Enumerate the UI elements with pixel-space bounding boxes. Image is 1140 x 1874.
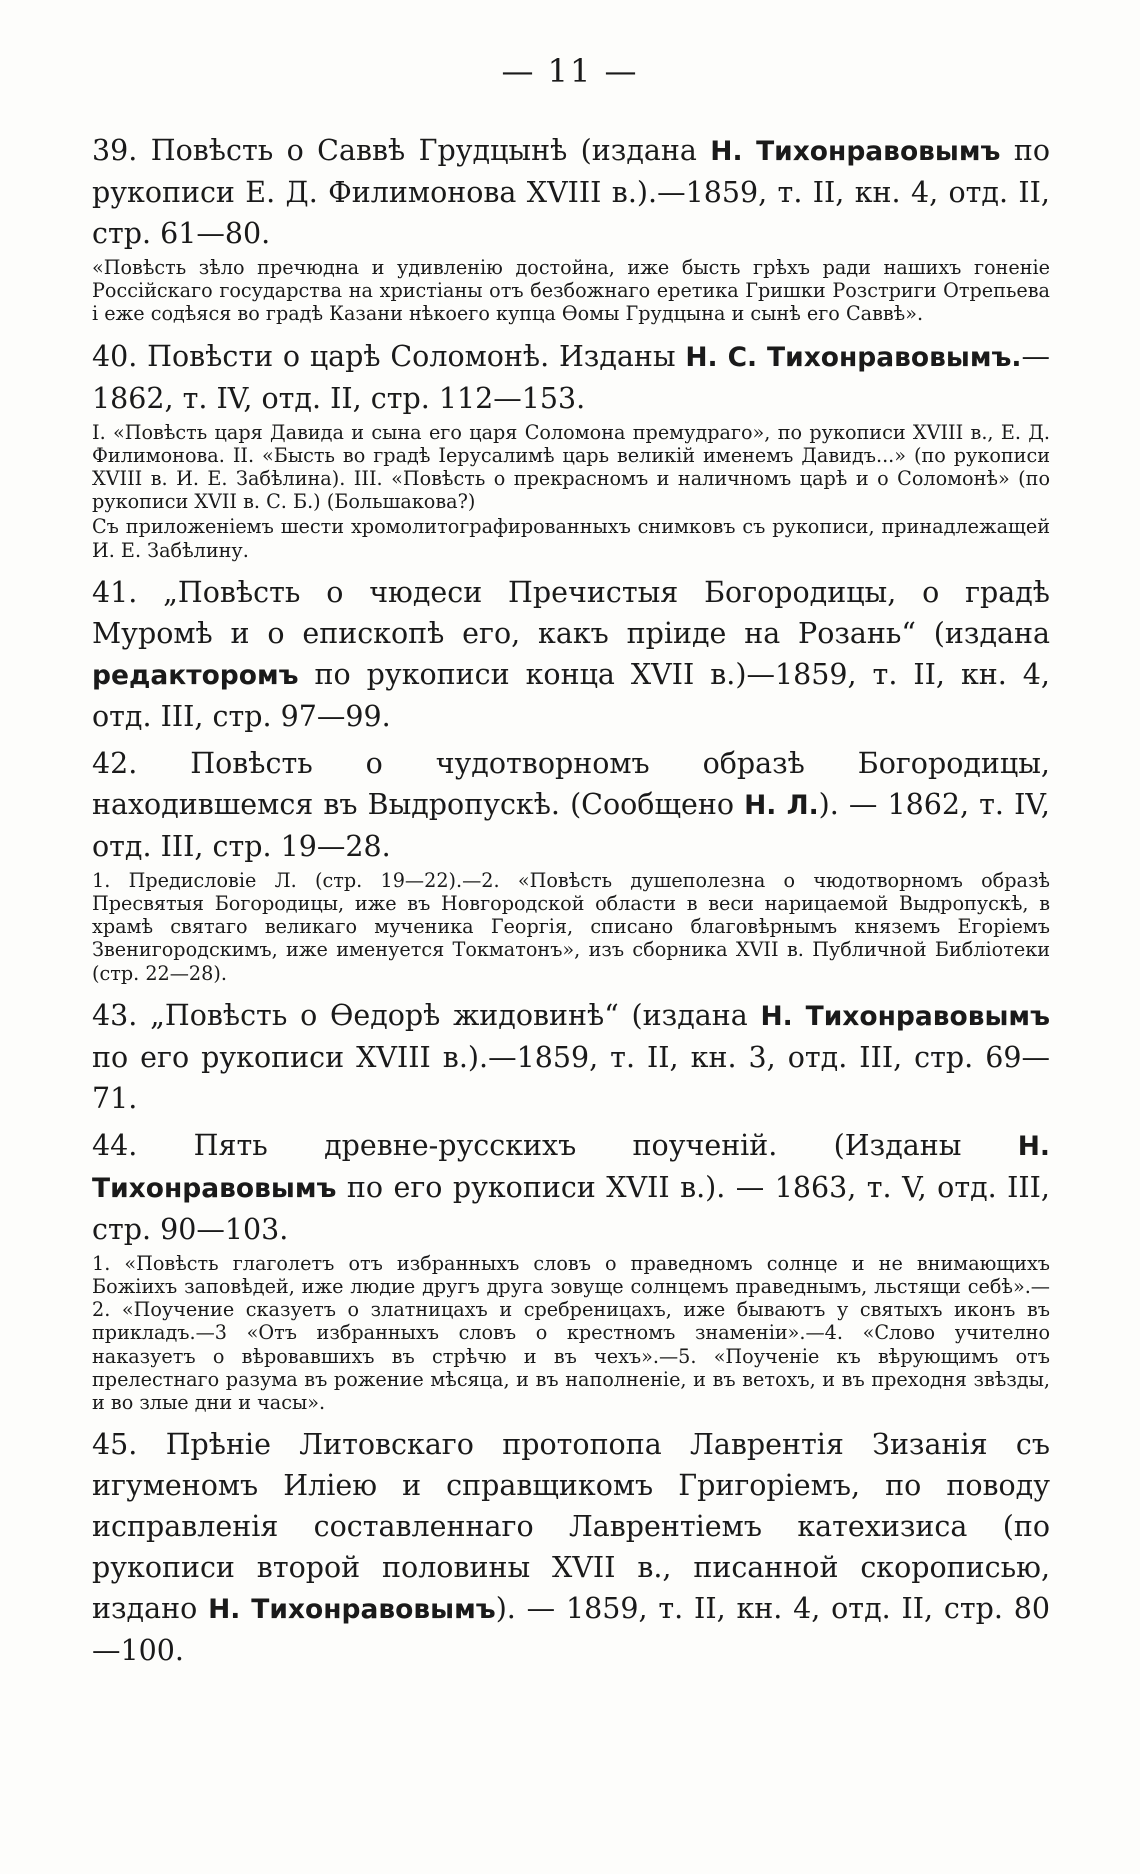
entry-note: 1. Предисловiе Л. (стр. 19—22).—2. «Повѣсть душеполезна о чюдотворномъ образѣ Пресвятыя Богородицы, иже въ Новгородской области в веси нарицаемой Выдропускѣ, в храмѣ святаго великаго мученика Георгiя, списано благовѣрнымъ княземъ Егорiемъ Звенигородскимъ, иже именуется Токматонъ», изъ сборника XVII в. Публичной Библiотеки (стр. 22—28). (92, 868, 1050, 985)
entry-citation: —1862, т. IV, отд. II, стр. 112—153. (92, 339, 1051, 415)
entry-note: 1. «Повѣсть глаголетъ отъ избранныхъ словъ о праведномъ солнце и не внимающихъ Божiихъ заповѣдей, иже людие другъ друга зовуще солнцемъ праведнымъ, льстящи себѣ».—2. «Поучение сказуетъ о златницахъ и сребреницахъ, иже бываютъ у святыхъ иконъ въ прикладъ.—3 «Отъ избранныхъ словъ о крестномъ знаменiи».—4. «Слово учително наказуетъ о вѣровавшихъ въ стрѣчю и въ чехъ».—5. «Поученiе къ вѣрующимъ отъ прелестнаго разума въ рожение мѣсяца, и въ наполненiе, и въ ветохъ, и въ преходня звѣзды, и во злые дни и часы». (92, 1251, 1050, 1415)
entry-42 (92, 743, 1050, 867)
entry-editor: Н. Тихонравовымъ (208, 1594, 496, 1626)
entry-title: „Повѣсть о чюдеси Пречистыя Богородицы, о градѣ Муромѣ и о епископѣ его, какъ прiиде на Розань“ (издана (92, 575, 1050, 650)
entry-note: I. «Повѣсть царя Давида и сына его царя Соломона премудраго», по рукописи XVIII в., Е. Д. Филимонова. II. «Бысть во градѣ Iерусалимѣ царь великiй именемъ Давидъ...» (по рукописи XVIII в. И. Е. Забѣлина). III. «Повѣсть о прекрасномъ и наличномъ царѣ и о Соломонѣ» (по рукописи XVII в. С. Б.) (Большакова?) (92, 420, 1050, 514)
entry-title: Повѣсть о чудотворномъ образѣ Богородицы, находившемся въ Выдропускѣ. (Сообщено (92, 746, 1050, 821)
entry-citation: ). — 1862, т. IV, отд. III, стр. 19—28. (92, 787, 1050, 863)
entry-citation: ). — 1859, т. II, кн. 4, отд. II, стр. 80—100. (92, 1592, 1051, 1668)
entry-note: «Повѣсть зѣло пречюдна и удивленiю достойна, иже бысть грѣхъ ради нашихъ гоненiе Россiйскаго государства на христiаны отъ безбожнаго еретика Гришки Розстриги Отрепьева i еже содѣяся во градѣ Казани нѣкоего купца Ѳомы Грудцына и сынѣ его Саввѣ». (92, 256, 1050, 326)
entry-citation: по рукописи Е. Д. Филимонова XVIII в.).—1859, т. II, кн. 4, отд. II, стр. 61—80. (92, 134, 1051, 250)
entry-number: 42. (92, 746, 138, 780)
entry-editor: редакторомъ (92, 659, 299, 691)
entry-editor: Н. С. Тихонравовымъ. (685, 341, 1022, 373)
entry-45 (92, 1424, 1050, 1671)
entry-note: Съ приложенiемъ шести хромолитографированныхъ снимковъ съ рукописи, принадлежащей И. Е. Забѣлину. (92, 515, 1050, 562)
entry-41 (92, 572, 1050, 737)
entry-title: Повѣсти о царѣ Соломонѣ. Изданы (147, 339, 676, 373)
entry-title: Пять древне-русскихъ поученiй. (Изданы (193, 1128, 962, 1162)
entry-number: 43. (92, 998, 138, 1032)
entry-citation: по рукописи конца XVII в.)—1859, т. II, кн. 4, отд. III, стр. 97—99. (92, 657, 1050, 733)
bibliography-list (92, 130, 1050, 1671)
entry-43 (92, 995, 1050, 1119)
entry-title: Повѣсть о Саввѣ Грудцынѣ (издана (150, 134, 697, 167)
entry-39 (92, 130, 1050, 254)
entry-number: 45. (92, 1428, 138, 1462)
entry-number: 39. (92, 134, 138, 167)
entry-number: 40. (92, 339, 138, 373)
entry-citation: по его рукописи XVII в.). — 1863, т. V, отд. III, стр. 90—103. (92, 1170, 1050, 1246)
entry-number: 44. (92, 1128, 138, 1162)
entry-title: „Повѣсть о Ѳедорѣ жидовинѣ“ (издана (150, 998, 748, 1032)
entry-editor: Н. Тихонравовымъ (92, 1130, 1050, 1204)
entry-title: Прѣнiе Литовскаго протопопа Лаврентiя Зизанiя съ игуменомъ Илiею и справщикомъ Григорiемъ, по поводу исправленiя составленнаго Лаврентiемъ катехизиса (по рукописи второй половины XVII в., писанной скорописью, издано (92, 1428, 1051, 1626)
entry-citation: по его рукописи XVIII в.).—1859, т. II, кн. 3, отд. III, стр. 69—71. (92, 1040, 1050, 1115)
entry-40 (92, 336, 1050, 419)
entry-44 (92, 1125, 1050, 1250)
entry-editor: Н. Тихонравовымъ (760, 1000, 1051, 1032)
entry-editor: Н. Л. (744, 789, 819, 821)
entry-number: 41. (92, 575, 138, 609)
entry-editor: Н. Тихонравовымъ (710, 136, 1001, 167)
page-number: — 11 — (501, 52, 639, 90)
